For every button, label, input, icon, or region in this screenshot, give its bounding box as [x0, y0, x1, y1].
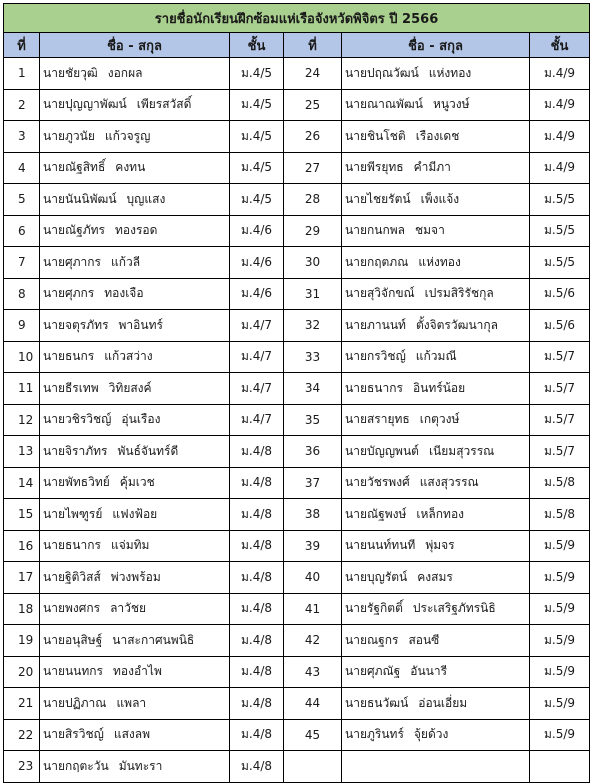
last-name: แจ่มทิม: [110, 538, 150, 553]
student-name-right: [342, 499, 530, 531]
row-number-right: [284, 751, 342, 783]
class-left: ม.4/8: [230, 719, 284, 751]
student-name-left: [40, 89, 230, 121]
table-row: [4, 751, 590, 783]
class-right: ม.5/9: [530, 625, 590, 657]
table-row: [4, 530, 590, 562]
first-name: นายภูรินทร์: [345, 727, 404, 742]
first-name: นายบุญรัตน์: [345, 569, 408, 584]
student-name-left: [40, 719, 230, 751]
first-name: นายกฤตภณ: [345, 254, 409, 269]
class-right: ม.5/9: [530, 719, 590, 751]
student-name-right: [342, 625, 530, 657]
class-right: ม.5/7: [530, 341, 590, 373]
row-number-left: 3: [4, 121, 40, 153]
table-row: [4, 152, 590, 184]
row-number-left: 11: [4, 373, 40, 405]
last-name: เปรมสิริรัชกุล: [424, 286, 494, 301]
class-right: ม.5/5: [530, 247, 590, 279]
last-name: ลาวัชย: [110, 601, 147, 616]
first-name: นายภูวนัย: [43, 128, 95, 143]
row-number-right: 44: [284, 688, 342, 720]
row-number-left: 12: [4, 404, 40, 436]
student-name-right: [342, 751, 530, 783]
first-name: นายจตุรภัทร: [43, 317, 109, 332]
student-name-left: [40, 593, 230, 625]
student-name-right: [342, 184, 530, 216]
class-left: ม.4/5: [230, 121, 284, 153]
row-number-left: 7: [4, 247, 40, 279]
class-right: ม.5/9: [530, 688, 590, 720]
first-name: นายพีรยุทธ: [345, 160, 404, 175]
title-row: [4, 4, 590, 33]
row-number-right: 26: [284, 121, 342, 153]
first-name: นายศุภณัฐ: [345, 664, 401, 679]
student-name-right: [342, 310, 530, 342]
row-number-right: 31: [284, 278, 342, 310]
row-number-left: 15: [4, 499, 40, 531]
row-number-right: 32: [284, 310, 342, 342]
table-row: [4, 373, 590, 405]
row-number-right: 34: [284, 373, 342, 405]
row-number-right: 45: [284, 719, 342, 751]
student-name-right: [342, 562, 530, 594]
class-left: ม.4/8: [230, 751, 284, 783]
class-right: ม.5/6: [530, 278, 590, 310]
first-name: นายณัฐภัทร: [43, 223, 105, 238]
row-number-left: 18: [4, 593, 40, 625]
class-right: ม.5/7: [530, 436, 590, 468]
last-name: งอกผล: [107, 65, 143, 80]
row-number-right: 28: [284, 184, 342, 216]
row-number-left: 8: [4, 278, 40, 310]
row-number-right: 36: [284, 436, 342, 468]
student-name-left: [40, 404, 230, 436]
last-name: บุญแสง: [126, 191, 166, 206]
last-name: แสงสุวรรณ: [419, 475, 479, 490]
last-name: ตั้งจิตรวัฒนากุล: [415, 317, 498, 332]
class-left: ม.4/8: [230, 656, 284, 688]
student-name-left: [40, 247, 230, 279]
last-name: มันทะรา: [118, 758, 163, 773]
last-name: อันนารี: [410, 664, 448, 679]
class-left: ม.4/7: [230, 310, 284, 342]
header-class-left: ชั้น: [230, 33, 284, 58]
first-name: นายรัฐกิตติ์: [345, 601, 403, 616]
first-name: นายพงศกร: [43, 601, 101, 616]
student-name-left: [40, 530, 230, 562]
first-name: นายธนากร: [43, 538, 101, 553]
student-name-left: [40, 58, 230, 90]
last-name: คงสมร: [417, 569, 453, 584]
first-name: นายอนุสิษฐ์: [43, 632, 103, 647]
class-left: ม.4/7: [230, 373, 284, 405]
last-name: จุ้ยด้วง: [413, 727, 449, 742]
student-name-right: [342, 121, 530, 153]
first-name: นายนนท์ทนที: [345, 538, 416, 553]
student-name-right: [342, 436, 530, 468]
student-name-right: [342, 467, 530, 499]
student-name-left: [40, 499, 230, 531]
table-row: [4, 499, 590, 531]
table-row: [4, 58, 590, 90]
row-number-right: 33: [284, 341, 342, 373]
class-left: ม.4/5: [230, 152, 284, 184]
class-left: ม.4/5: [230, 58, 284, 90]
header-name-right: ชื่อ - สกุล: [342, 33, 530, 58]
last-name: นาสะกาศนพนิธิ: [112, 632, 195, 647]
table-row: [4, 436, 590, 468]
first-name: นายจิราภัทร: [43, 443, 108, 458]
last-name: เรืองเดช: [415, 128, 460, 143]
class-right: ม.5/6: [530, 310, 590, 342]
last-name: คุ้มเวช: [119, 475, 155, 490]
first-name: นายสรายุทธ: [345, 412, 410, 427]
table-row: [4, 688, 590, 720]
row-number-right: 35: [284, 404, 342, 436]
header-class-right: ชั้น: [530, 33, 590, 58]
row-number-right: 29: [284, 215, 342, 247]
class-right: ม.5/8: [530, 467, 590, 499]
table-row: [4, 656, 590, 688]
student-name-right: [342, 688, 530, 720]
class-left: ม.4/8: [230, 688, 284, 720]
class-right: ม.5/9: [530, 656, 590, 688]
class-right: ม.4/9: [530, 58, 590, 90]
row-number-right: 30: [284, 247, 342, 279]
student-name-right: [342, 404, 530, 436]
student-name-right: [342, 719, 530, 751]
student-name-left: [40, 467, 230, 499]
first-name: นายศุภากร: [43, 254, 101, 269]
last-name: อินทร์น้อย: [412, 380, 466, 395]
row-number-right: 39: [284, 530, 342, 562]
student-name-right: [342, 530, 530, 562]
student-name-left: [40, 184, 230, 216]
first-name: นายพัทธวิทย์: [43, 475, 110, 490]
row-number-left: 20: [4, 656, 40, 688]
student-name-left: [40, 373, 230, 405]
last-name: คำมีภา: [413, 160, 451, 175]
first-name: นายภานนท์: [345, 317, 406, 332]
last-name: พ่วงพร้อม: [110, 569, 161, 584]
row-number-right: 43: [284, 656, 342, 688]
student-name-right: [342, 215, 530, 247]
student-name-left: [40, 436, 230, 468]
class-left: ม.4/6: [230, 247, 284, 279]
first-name: นายวชิรวิชญ์: [43, 412, 112, 427]
row-number-right: 37: [284, 467, 342, 499]
last-name: หนูวงษ์: [432, 97, 470, 112]
first-name: นายไชยรัตน์: [345, 191, 411, 206]
row-number-left: 4: [4, 152, 40, 184]
student-name-left: [40, 656, 230, 688]
row-number-left: 19: [4, 625, 40, 657]
row-number-left: 10: [4, 341, 40, 373]
last-name: เนียมสุวรรณ: [428, 443, 495, 458]
first-name: นายนันนิพัฒน์: [43, 191, 117, 206]
row-number-left: 21: [4, 688, 40, 720]
row-number-left: 9: [4, 310, 40, 342]
student-name-right: [342, 58, 530, 90]
row-number-left: 23: [4, 751, 40, 783]
class-right: ม.4/9: [530, 152, 590, 184]
last-name: อ่อนเอี่ยม: [418, 695, 468, 710]
class-right: ม.5/8: [530, 499, 590, 531]
class-right: ม.5/5: [530, 184, 590, 216]
first-name: นายณัฐพงษ์: [345, 506, 407, 521]
last-name: เกตุวงษ์: [419, 412, 460, 427]
last-name: แก้วลี: [110, 254, 141, 269]
last-name: แฟงฟ้อย: [112, 506, 158, 521]
first-name: นายนนทกร: [43, 664, 103, 679]
first-name: นายธนกร: [43, 349, 95, 364]
table-row: [4, 467, 590, 499]
last-name: แห่งทอง: [428, 65, 472, 80]
table-title: รายชื่อนักเรียนฝึกซ้อมแห่เรือจังหวัดพิจิตร ปี 2566: [4, 4, 590, 33]
last-name: พันธ์จันทร์ดี: [117, 443, 179, 458]
row-number-right: 25: [284, 89, 342, 121]
row-number-right: 27: [284, 152, 342, 184]
table-row: [4, 562, 590, 594]
last-name: สอนซี: [408, 632, 440, 647]
first-name: นายสุวิจักขณ์: [345, 286, 415, 301]
table-row: [4, 184, 590, 216]
first-name: นายบัญญพนต์: [345, 443, 419, 458]
student-name-left: [40, 688, 230, 720]
row-number-right: 40: [284, 562, 342, 594]
header-no-right: ที่: [284, 33, 342, 58]
last-name: ทองรอด: [115, 223, 158, 238]
class-right: ม.4/9: [530, 89, 590, 121]
student-name-right: [342, 373, 530, 405]
class-right: ม.5/9: [530, 593, 590, 625]
row-number-left: 5: [4, 184, 40, 216]
student-name-left: [40, 152, 230, 184]
first-name: นายธนวัฒน์: [345, 695, 409, 710]
row-number-right: 41: [284, 593, 342, 625]
class-left: ม.4/7: [230, 341, 284, 373]
class-right: ม.5/9: [530, 530, 590, 562]
row-number-left: 22: [4, 719, 40, 751]
class-right: ม.5/7: [530, 373, 590, 405]
last-name: พาอินทร์: [118, 317, 163, 332]
row-number-left: 1: [4, 58, 40, 90]
first-name: นายฐิติวิสส์: [43, 569, 101, 584]
student-name-right: [342, 89, 530, 121]
class-left: ม.4/8: [230, 530, 284, 562]
last-name: คงทน: [115, 160, 146, 175]
row-number-left: 13: [4, 436, 40, 468]
class-left: ม.4/8: [230, 499, 284, 531]
class-right: ม.5/9: [530, 562, 590, 594]
first-name: นายปฏิภาณ: [43, 695, 107, 710]
last-name: ประเสริฐภัทรนิธิ: [412, 601, 496, 616]
first-name: นายณฐกร: [345, 632, 399, 647]
table-row: [4, 89, 590, 121]
header-row: [4, 33, 590, 58]
last-name: ทองอำไพ: [113, 664, 162, 679]
last-name: แก้วสว่าง: [104, 349, 153, 364]
last-name: แสงลพ: [113, 727, 151, 742]
student-name-right: [342, 247, 530, 279]
student-roster-table: [3, 3, 590, 783]
first-name: นายปุญญาพัฒน์: [43, 97, 127, 112]
class-left: ม.4/8: [230, 467, 284, 499]
first-name: นายธนากร: [345, 380, 403, 395]
last-name: วิทิยสงค์: [108, 380, 152, 395]
header-name-left: ชื่อ - สกุล: [40, 33, 230, 58]
row-number-left: 17: [4, 562, 40, 594]
first-name: นายณาณพัฒน์: [345, 97, 423, 112]
first-name: นายณัฐสิทธิ์: [43, 160, 106, 175]
class-right: ม.5/7: [530, 404, 590, 436]
last-name: เหล็กทอง: [416, 506, 465, 521]
student-name-left: [40, 751, 230, 783]
student-name-right: [342, 593, 530, 625]
student-name-left: [40, 278, 230, 310]
student-name-right: [342, 341, 530, 373]
row-number-right: 38: [284, 499, 342, 531]
first-name: นายไพฑูรย์: [43, 506, 103, 521]
table-row: [4, 719, 590, 751]
class-left: ม.4/8: [230, 593, 284, 625]
first-name: นายกฤตะวัน: [43, 758, 109, 773]
table-row: [4, 404, 590, 436]
last-name: เพ็งแจ้ง: [420, 191, 460, 206]
last-name: ชมจา: [414, 223, 445, 238]
class-right: [530, 751, 590, 783]
student-name-left: [40, 121, 230, 153]
row-number-left: 2: [4, 89, 40, 121]
first-name: นายสิรวิชญ์: [43, 727, 104, 742]
first-name: นายกนกพล: [345, 223, 405, 238]
class-left: ม.4/8: [230, 436, 284, 468]
table-row: [4, 215, 590, 247]
last-name: พุ่มจร: [425, 538, 455, 553]
last-name: เพียรสวัสดิ์: [136, 97, 192, 112]
row-number-right: 42: [284, 625, 342, 657]
first-name: นายศุภกร: [43, 286, 95, 301]
table-row: [4, 121, 590, 153]
class-left: ม.4/8: [230, 625, 284, 657]
table-row: [4, 310, 590, 342]
last-name: อุ่นเรือง: [121, 412, 161, 427]
last-name: แก้วมณี: [415, 349, 457, 364]
class-right: ม.4/9: [530, 121, 590, 153]
table-row: [4, 247, 590, 279]
student-name-left: [40, 215, 230, 247]
table-row: [4, 278, 590, 310]
header-no-left: ที่: [4, 33, 40, 58]
first-name: นายชัยวุฒิ: [43, 65, 98, 80]
row-number-right: 24: [284, 58, 342, 90]
first-name: นายธีรเทพ: [43, 380, 99, 395]
class-left: ม.4/5: [230, 184, 284, 216]
class-left: ม.4/5: [230, 89, 284, 121]
first-name: นายวัชรพงศ์: [345, 475, 410, 490]
row-number-left: 16: [4, 530, 40, 562]
last-name: แพลา: [116, 695, 147, 710]
last-name: แห่งทอง: [418, 254, 461, 269]
class-left: ม.4/8: [230, 562, 284, 594]
student-name-left: [40, 341, 230, 373]
row-number-left: 6: [4, 215, 40, 247]
row-number-left: 14: [4, 467, 40, 499]
last-name: ทองเจือ: [104, 286, 144, 301]
student-name-right: [342, 656, 530, 688]
class-right: ม.5/5: [530, 215, 590, 247]
class-left: ม.4/6: [230, 215, 284, 247]
student-name-left: [40, 310, 230, 342]
student-name-left: [40, 625, 230, 657]
first-name: นายชินโชติ: [345, 128, 406, 143]
class-left: ม.4/7: [230, 404, 284, 436]
last-name: แก้วจรูญ: [104, 128, 151, 143]
class-left: ม.4/6: [230, 278, 284, 310]
table-row: [4, 593, 590, 625]
student-name-right: [342, 278, 530, 310]
student-name-left: [40, 562, 230, 594]
student-name-right: [342, 152, 530, 184]
first-name: นายกรวิชญ์: [345, 349, 406, 364]
first-name: นายปฤณวัฒน์: [345, 65, 419, 80]
table-row: [4, 341, 590, 373]
table-row: [4, 625, 590, 657]
